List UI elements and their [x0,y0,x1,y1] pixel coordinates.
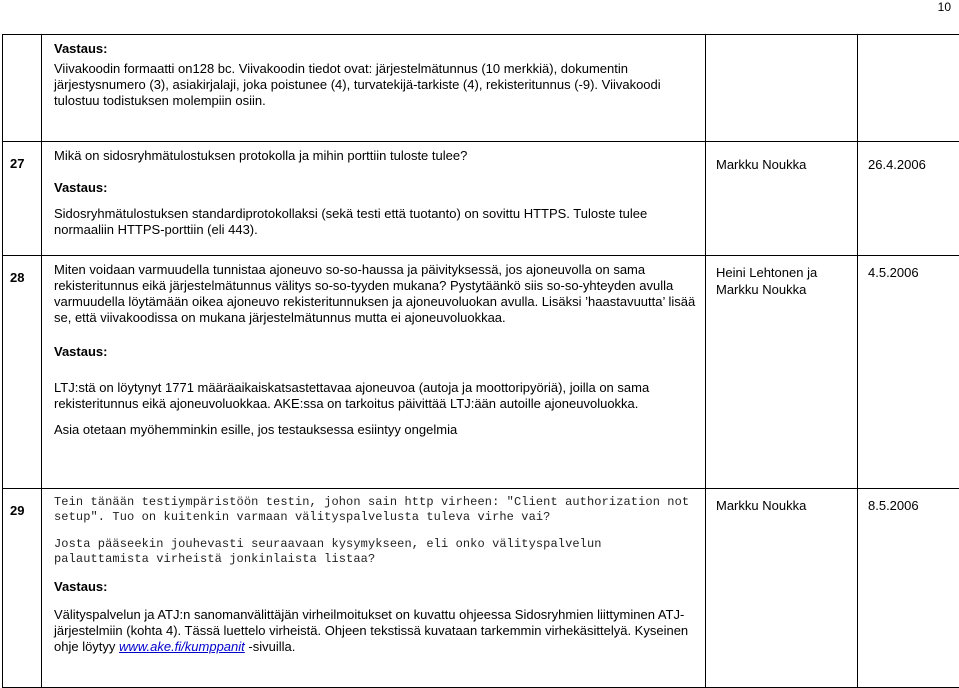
question-text: Tein tänään testiympäristöön testin, johon sain http virheen: "Client authorization not setup". Tuo on kuitenkin varmaan välityspalvelusta tuleva virhe vai? [54,495,697,525]
responder: Heini Lehtonen ja Markku Noukka [706,256,858,489]
date: 26.4.2006 [858,142,959,256]
qa-log-table [2,34,959,688]
answer-text: Sidosryhmätulostuksen standardiprotokollaksi (sekä testi että tuotanto) on sovittu HTTPS. Tuloste tulee normaaliin HTTPS-porttiin (eli 443). [54,206,697,238]
kumppanit-link[interactable]: www.ake.fi/kumppanit [119,639,245,654]
question-text: Miten voidaan varmuudella tunnistaa ajoneuvo so-so-haussa ja päivityksessä, jos ajoneuvolla on sama rekisteritunnus eikä järjestelmätunnus välitys so-so-tyyden mukana? Pystytäänkö siis so-so-yhteyden avulla varmuudella löytämään oikea ajoneuvo rekisteritunnuksen ja ajoneuvoluokan avulla. Lisäksi ’haastavuutta’ lisää se, että viivakoodissa on mukana järjestelmätunnus mutta ei ajoneuvoluokkaa. [54,262,697,326]
answer-label: Vastaus: [54,41,697,57]
answer-text: Asia otetaan myöhemminkin esille, jos testauksessa esiintyy ongelmia [54,422,697,438]
responder [706,35,858,142]
answer-text: Välityspalvelun ja ATJ:n sanomanvälittäjän virheilmoitukset on kuvattu ohjeessa Sidosryhmien liittyminen ATJ-järjestelmiin (kohta 4). Tässä luettelo virheistä. Ohjeen tekstissä kuvataan tarkemmin virhekäsittelyä. Kyseinen ohje löytyy www.ake.fi/kumppanit -sivuilla. [54,607,697,655]
responder: Markku Noukka [706,142,858,256]
row-number: 27 [3,142,42,256]
date [858,35,959,142]
question-text: Josta pääseekin jouhevasti seuraavaan kysymykseen, eli onko välityspalvelun palauttamista virheistä jonkinlaista listaa? [54,537,697,567]
table-row [3,256,959,489]
page-number: 10 [938,0,951,14]
date: 8.5.2006 [858,489,959,688]
date: 4.5.2006 [858,256,959,489]
row-content [42,35,706,142]
answer-label: Vastaus: [54,344,697,360]
table-row [3,489,959,688]
answer-label: Vastaus: [54,180,697,196]
row-content [42,489,706,688]
responder: Markku Noukka [706,489,858,688]
row-number: 29 [3,489,42,688]
answer-text: LTJ:stä on löytynyt 1771 määräaikaiskatsastettavaa ajoneuvoa (autoja ja moottoripyöriä), joilla on sama rekisteritunnus eikä ajoneuvoluokkaa. AKE:ssa on tarkoitus päivittää LTJ:ään autoille ajoneuvoluokka. [54,380,697,412]
row-content [42,142,706,256]
table-row [3,35,959,142]
table-row [3,142,959,256]
question-text: Mikä on sidosryhmätulostuksen protokolla ja mihin porttiin tuloste tulee? [54,148,697,164]
answer-text: Viivakoodin formaatti on128 bc. Viivakoodin tiedot ovat: järjestelmätunnus (10 merkkiä), dokumentin järjestysnumero (3), asiakirjalaji, joka poistunee (4), turvatekijä-tarkiste (4), rekisteritunnus (-9). Viivakoodi tulostuu todistuksen molempiin osiin. [54,61,697,109]
row-content [42,256,706,489]
answer-label: Vastaus: [54,579,697,595]
row-number [3,35,42,142]
row-number: 28 [3,256,42,489]
